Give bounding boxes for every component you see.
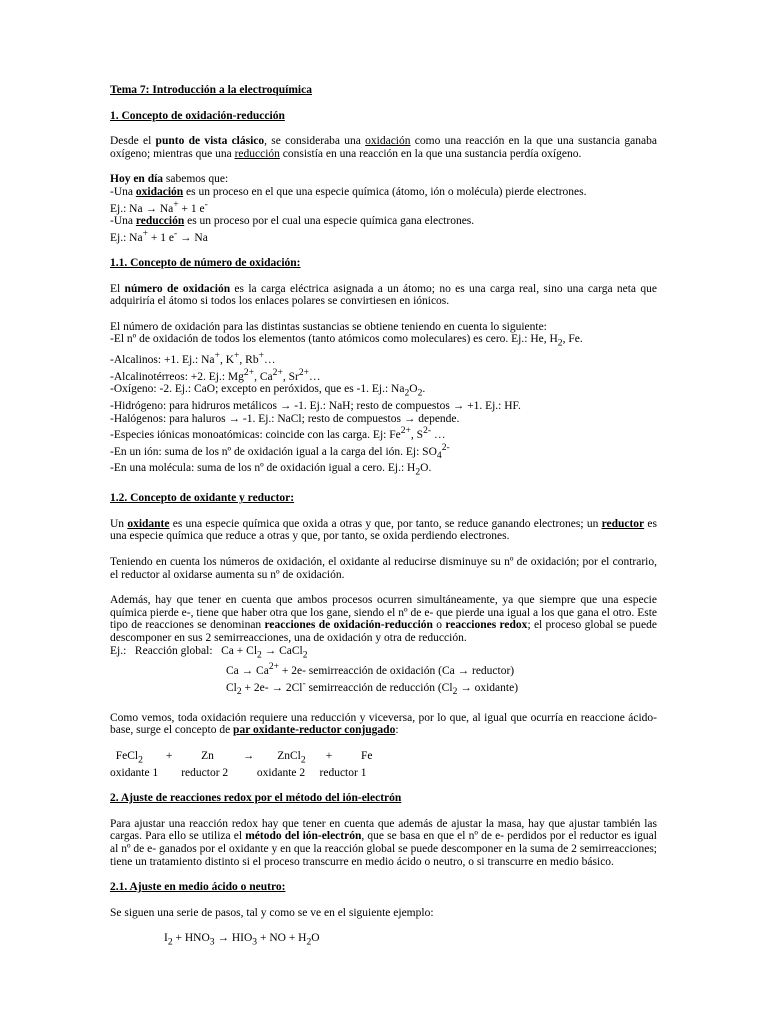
example-label: Ej.: Reacción global: [110, 644, 222, 657]
text: FeCl [110, 749, 139, 762]
text: Ej.: Na [110, 231, 143, 244]
subscript: 2 [452, 686, 458, 697]
redox-example [110, 645, 657, 699]
paragraph-modern-view [110, 173, 657, 244]
rule-line [110, 383, 657, 400]
text: Ca [253, 665, 269, 678]
paragraph-oxidant-reductant [110, 518, 657, 543]
arrow-glyph: → [279, 400, 292, 412]
text: , S [410, 429, 424, 442]
section-heading-2: 2. Ajuste de reacciones redox por el método del ión-electrón [110, 792, 402, 805]
subscript: 3 [252, 936, 258, 948]
text: -1. Ej.: NaCl; resto de compuestos [239, 412, 404, 425]
rule-line [110, 333, 657, 350]
text: ; el proceso global se puede descomponer en sus 2 semirreacciones, una de oxidación y otra de reducción. [110, 619, 658, 644]
text: -Halógenos: para haluros [110, 412, 229, 425]
text: consistía en una reacción en la que una sustancia perdía oxígeno. [279, 147, 582, 160]
paragraph-ion-electron [110, 818, 657, 868]
bold-term: número de oxidación [124, 282, 231, 295]
text: 2Cl [282, 681, 303, 694]
rule-line [110, 367, 657, 383]
superscript: 2+ [243, 366, 255, 378]
text: Para ajustar una reacción redox hay que tener en cuenta que además de ajustar la masa, hay que ajustar también las cargas. Para ello se utiliza el [110, 817, 657, 843]
text: , Sr [282, 370, 299, 383]
rule-line [110, 462, 657, 479]
paragraph-oxidation-numbers-change: Teniendo en cuenta los números de oxidación, el oxidante al reducirse disminuye su nº de oxidación; por el contrario, el reductor al oxidarse aumenta su nº de oxidación. [110, 556, 657, 581]
arrow-glyph: → [217, 932, 229, 945]
underlined-term: reducción [234, 147, 280, 160]
text: Na [191, 231, 208, 244]
text: + HNO [172, 932, 210, 945]
text: es un proceso en el que una especie química (átomo, ión o molécula) pierde electrones. [183, 185, 587, 198]
text: + 2e- [241, 681, 272, 694]
arrow-glyph: → [452, 400, 465, 412]
text: Ej.: Na [110, 202, 146, 215]
text: . [422, 383, 426, 396]
arrow-glyph: → [460, 681, 472, 694]
text: es una especie química que reduce a otras y que, por tanto, se oxida perdiendo electrones. [110, 517, 658, 543]
formula-line [110, 661, 657, 677]
superscript: - [302, 677, 306, 689]
text: + NO + H [257, 932, 307, 945]
superscript: + [214, 350, 220, 362]
superscript: + [234, 350, 240, 362]
formula-line [110, 678, 657, 699]
text: Na [156, 202, 174, 215]
conjugate-pair-example [110, 750, 657, 779]
text: es una especie química que oxida a otras y que, por tanto, se reduce ganando electrones; un [169, 517, 602, 530]
rule-line [110, 413, 657, 426]
text: -Oxígeno: -2. Ej.: CaO; excepto en peróxidos, que es -1. Ej.: Na [110, 383, 405, 396]
rule-line [110, 400, 657, 413]
text: , K [219, 354, 235, 367]
arrow-glyph: → [271, 681, 283, 694]
bold-term: oxidación [135, 185, 184, 198]
text: , que se basa en que el nº de e- perdidos por el reductor es igual al nº de e- ganados por el oxidante y en que la reacción global se puede descomponer en la suma de 2 semirreacciones; tiene un tratamiento distinto si el proceso transcurre en medio ácido o neutro, o si transcurre en medio básico. [110, 830, 657, 868]
text: , Ca [254, 370, 273, 383]
arrow-glyph: → [264, 644, 277, 657]
text: -El nº de oxidación de todos los elementos (tanto atómicos como moleculares) es cero. Ej.: He, H [110, 333, 558, 346]
subscript: 2 [302, 648, 308, 660]
arrow-glyph: → [228, 412, 240, 425]
text: -Especies iónicas monoatómicas: coincide con las carga. Ej: Fe [110, 429, 401, 442]
subscript: 2 [236, 686, 242, 697]
section-heading-1-1: 1.1. Concepto de número de oxidación: [110, 257, 301, 269]
section-heading-1-2: 1.2. Concepto de oxidante y reductor: [110, 492, 295, 505]
subscript: 2 [415, 466, 421, 478]
arrow-glyph: → [145, 202, 157, 215]
text: Además, hay que tener en cuenta que ambos procesos ocurren simultáneamente, ya que siempre que una especie química pierde e-, tiene que haber otra que los gane, siendo el nº de e- que pierde una igual a los que gana el otro. Este tipo de reacciones se denominan [110, 594, 657, 632]
subscript: 2 [417, 387, 423, 399]
subscript: 2 [404, 387, 410, 399]
text: es un proceso por el cual una especie química gana electrones. [184, 214, 475, 227]
section-heading-2-1: 2.1. Ajuste en medio ácido o neutro: [110, 881, 286, 894]
bold-term: Hoy en día [110, 173, 164, 186]
subscript: 4 [436, 449, 442, 461]
bold-term: método del ión-electrón [245, 830, 362, 843]
subscript: 2 [257, 648, 262, 660]
bold-term: reacciones de oxidación-reducción [264, 619, 433, 632]
text: +1. Ej.: HF. [464, 400, 521, 412]
subscript: 2 [167, 936, 173, 948]
rule-line [110, 442, 657, 463]
arrow-glyph: → [180, 231, 192, 244]
paragraph-conjugate-pair [110, 712, 657, 737]
text: es la carga eléctrica asignada a un átomo; no es una carga real, sino una carga neta que adquiriría el átomo si todos los enlaces polares se convirtiesen en iónicos. [110, 282, 657, 308]
arrow-glyph: → [403, 412, 416, 425]
superscript: 2+ [268, 661, 280, 673]
rules-intro: El número de oxidación para las distintas sustancias se obtiene teniendo en cuenta lo siguiente: [110, 320, 547, 333]
document-title: Tema 7: Introducción a la electroquímica [110, 84, 312, 96]
text: + 1 e [147, 231, 174, 244]
underlined-term: oxidación [365, 135, 411, 148]
superscript: 2+ [400, 425, 411, 437]
text: + Zn [142, 749, 243, 762]
text: O [409, 383, 418, 396]
subscript: 2 [138, 754, 143, 766]
text: + 2e- semirreacción de oxidación (Ca [279, 665, 458, 678]
text: O [311, 932, 320, 945]
text: -Hidrógeno: para hidruros metálicos [110, 400, 280, 412]
text: El [110, 282, 125, 295]
text: o [432, 619, 446, 632]
text: oxidante) [471, 681, 519, 694]
bold-term: oxidante [127, 517, 170, 530]
text: : [395, 724, 399, 737]
paragraph-oxidation-number [110, 283, 657, 308]
formula-line [110, 228, 657, 244]
text: , se consideraba una [264, 135, 366, 148]
text: Ca [226, 665, 242, 678]
line [110, 173, 657, 186]
arrow-glyph: → [241, 665, 254, 678]
text: -En un ión: suma de los nº de oxidación igual a la carga del ión. Ej: SO [110, 445, 437, 458]
text: -Alcalinotérreos: +2. Ej.: Mg [110, 370, 244, 383]
superscript: 2- [441, 441, 450, 453]
text: Ca + Cl [221, 644, 258, 657]
text: , Rb [239, 354, 259, 367]
text: Desde el [110, 135, 156, 148]
subscript: 2 [306, 936, 312, 948]
superscript: - [204, 198, 208, 210]
text: I [164, 932, 168, 945]
text: -Una [110, 214, 136, 227]
superscript: + [173, 198, 179, 210]
text: Un [110, 517, 128, 530]
bold-term: reducción [135, 214, 185, 227]
text: -Una [110, 185, 136, 198]
superscript: + [258, 350, 264, 362]
rule-line [110, 425, 657, 441]
text: , Fe. [562, 333, 583, 346]
text: + 1 e [178, 202, 205, 215]
section-heading-1: 1. Concepto de oxidación-reducción [110, 109, 285, 122]
superscript: 2+ [298, 366, 310, 378]
bold-term: par oxidante-reductor conjugado [233, 724, 396, 737]
arrow-glyph: → [242, 749, 255, 762]
superscript: 2- [423, 425, 432, 437]
line [110, 186, 657, 199]
bold-term: punto de vista clásico [155, 135, 265, 148]
document-page [110, 84, 657, 949]
paragraph-classic-view [110, 135, 657, 160]
text: ZnCl [254, 749, 301, 762]
subscript: 3 [209, 936, 215, 948]
text: CaCl [276, 644, 303, 657]
text: … [431, 429, 446, 442]
superscript: - [173, 227, 178, 239]
text: + Fe [305, 749, 373, 762]
pair-labels: oxidante 1 reductor 2 oxidante 2 reductor 1 [110, 766, 367, 779]
bold-term: reductor [601, 517, 645, 530]
paragraph-steps-intro: Se siguen una serie de pasos, tal y como se ve en el siguiente ejemplo: [110, 906, 434, 919]
bold-term: reacciones redox [445, 619, 528, 632]
text: … [309, 370, 321, 383]
formula-line [110, 750, 657, 767]
text: semirreacción de reducción (Cl [305, 681, 453, 694]
text: Como vemos, toda oxidación requiere una reducción y viceversa, por lo que, al igual que ocurría en reaccione ácido-base, surge el concepto de [110, 711, 657, 737]
superscript: 2+ [272, 366, 283, 378]
oxidation-number-rules [110, 321, 657, 479]
text: -1. Ej.: NaH; resto de compuestos [291, 400, 453, 412]
line [110, 215, 657, 228]
text: Cl [226, 681, 237, 694]
superscript: + [142, 227, 148, 239]
text: como una reacción en la que una sustancia ganaba oxígeno; mientras que una [110, 135, 657, 160]
subscript: 2 [300, 754, 306, 766]
text: HIO [228, 932, 253, 945]
text: -En una molécula: suma de los nº de oxidación igual a cero. Ej.: H [110, 462, 416, 475]
text: reductor) [469, 665, 515, 678]
paragraph-redox-reactions [110, 594, 657, 644]
text: sabemos que: [163, 173, 229, 186]
text: -Alcalinos: +1. Ej.: Na [110, 354, 215, 367]
text: … [264, 354, 276, 367]
example-equation [110, 932, 657, 949]
text: O. [420, 462, 432, 475]
arrow-glyph: → [457, 665, 470, 678]
text: depende. [415, 412, 460, 425]
rule-line [110, 350, 657, 366]
subscript: 2 [557, 337, 563, 349]
formula-line [110, 199, 657, 215]
formula-line [110, 645, 657, 662]
